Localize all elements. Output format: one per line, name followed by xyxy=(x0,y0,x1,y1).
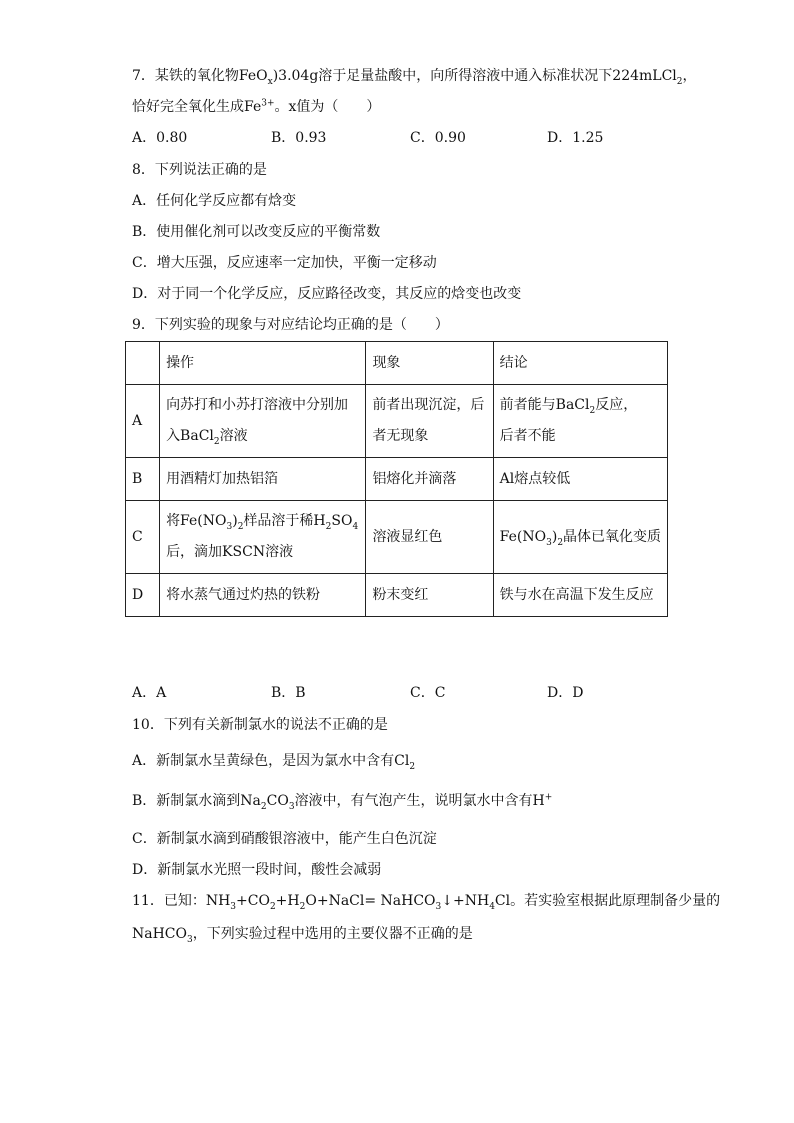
q9-option-c: C．C xyxy=(410,685,446,701)
q10-stem: 10．下列有关新制氯水的说法不正确的是 xyxy=(132,717,388,733)
table-row xyxy=(126,385,668,458)
row-operation: 将水蒸气通过灼热的铁粉 xyxy=(160,574,366,617)
row-phenomenon: 前者出现沉淀，后 者无现象 xyxy=(366,385,493,458)
row-conclusion: Al熔点较低 xyxy=(493,458,667,501)
row-conclusion: $Fe(NO_3)_2$晶体已氧化变质 xyxy=(493,501,667,574)
row-label: D xyxy=(126,574,160,617)
row-operation: 将$Fe(NO_3)_2$样品溶于稀$H_2SO_4$ 后，滴加KSCN溶液 xyxy=(160,501,366,574)
row-phenomenon: 溶液显红色 xyxy=(366,501,493,574)
q9-options xyxy=(132,683,692,703)
header-conclusion: 结论 xyxy=(493,342,667,385)
q10-option-b: B．新制氯水滴到$Na_2CO_3$溶液中，有气泡产生，说明氯水中含有H+ xyxy=(132,792,553,812)
q7-options xyxy=(132,128,692,148)
q8-stem: 8．下列说法正确的是 xyxy=(132,162,267,178)
q7-option-b: B．0.93 xyxy=(271,130,327,146)
q9-option-d: D．D xyxy=(547,685,584,701)
q9-stem: 9．下列实验的现象与对应结论均正确的是（ ） xyxy=(132,317,449,333)
q8-option-c: C．增大压强，反应速率一定加快，平衡一定移动 xyxy=(132,255,437,271)
q10-option-d: D．新制氯水光照一段时间，酸性会减弱 xyxy=(132,862,382,878)
table-row xyxy=(126,458,668,501)
q8-option-b: B．使用催化剂可以改变反应的平衡常数 xyxy=(132,224,381,240)
q7-option-d: D．1.25 xyxy=(547,130,604,146)
row-conclusion: 铁与水在高温下发生反应 xyxy=(493,574,667,617)
q9-option-a: A．A xyxy=(132,685,167,701)
q9-option-b: B．B xyxy=(271,685,306,701)
row-phenomenon: 铝熔化并滴落 xyxy=(366,458,493,501)
q7-option-a: A．0.80 xyxy=(132,130,188,146)
q11-stem-line2: NaHCO$_3$，下列实验过程中选用的主要仪器不正确的是 xyxy=(132,926,473,945)
q7-stem-line2: 恰好完全氧化生成$Fe^{3+}$。x值为（ ） xyxy=(132,98,381,115)
q7-stem-line1: 7．某铁的氧化物FeO$_x$)3.04g溶于足量盐酸中，向所得溶液中通入标准状况下224mLCl$_2$， xyxy=(132,68,697,87)
table-header-row xyxy=(126,342,668,385)
table-row xyxy=(126,501,668,574)
row-label: A xyxy=(126,385,160,458)
row-conclusion: 前者能与BaCl$_2$反应， 后者不能 xyxy=(493,385,667,458)
header-blank xyxy=(126,342,160,385)
row-operation: 用酒精灯加热铝箔 xyxy=(160,458,366,501)
row-label: C xyxy=(126,501,160,574)
row-label: B xyxy=(126,458,160,501)
table-row xyxy=(126,574,668,617)
row-operation: 向苏打和小苏打溶液中分别加 入BaCl$_2$溶液 xyxy=(160,385,366,458)
q9-table xyxy=(125,341,668,617)
q8-option-a: A．任何化学反应都有焓变 xyxy=(132,193,297,209)
q7-option-c: C．0.90 xyxy=(410,130,466,146)
header-phenomenon: 现象 xyxy=(366,342,493,385)
q10-option-a: A．新制氯水呈黄绿色，是因为氯水中含有$Cl_2$ xyxy=(132,753,416,772)
q8-option-d: D．对于同一个化学反应，反应路径改变，其反应的焓变也改变 xyxy=(132,286,522,302)
row-phenomenon: 粉末变红 xyxy=(366,574,493,617)
header-operation: 操作 xyxy=(160,342,366,385)
q11-stem-line1: 11．已知：$NH_3+CO_2+H_2O+NaCl=$ $NaHCO_3↓+NH_4Cl$。若实验室根据此原理制备少量的 xyxy=(132,893,721,912)
q10-option-c: C．新制氯水滴到硝酸银溶液中，能产生白色沉淀 xyxy=(132,831,437,847)
